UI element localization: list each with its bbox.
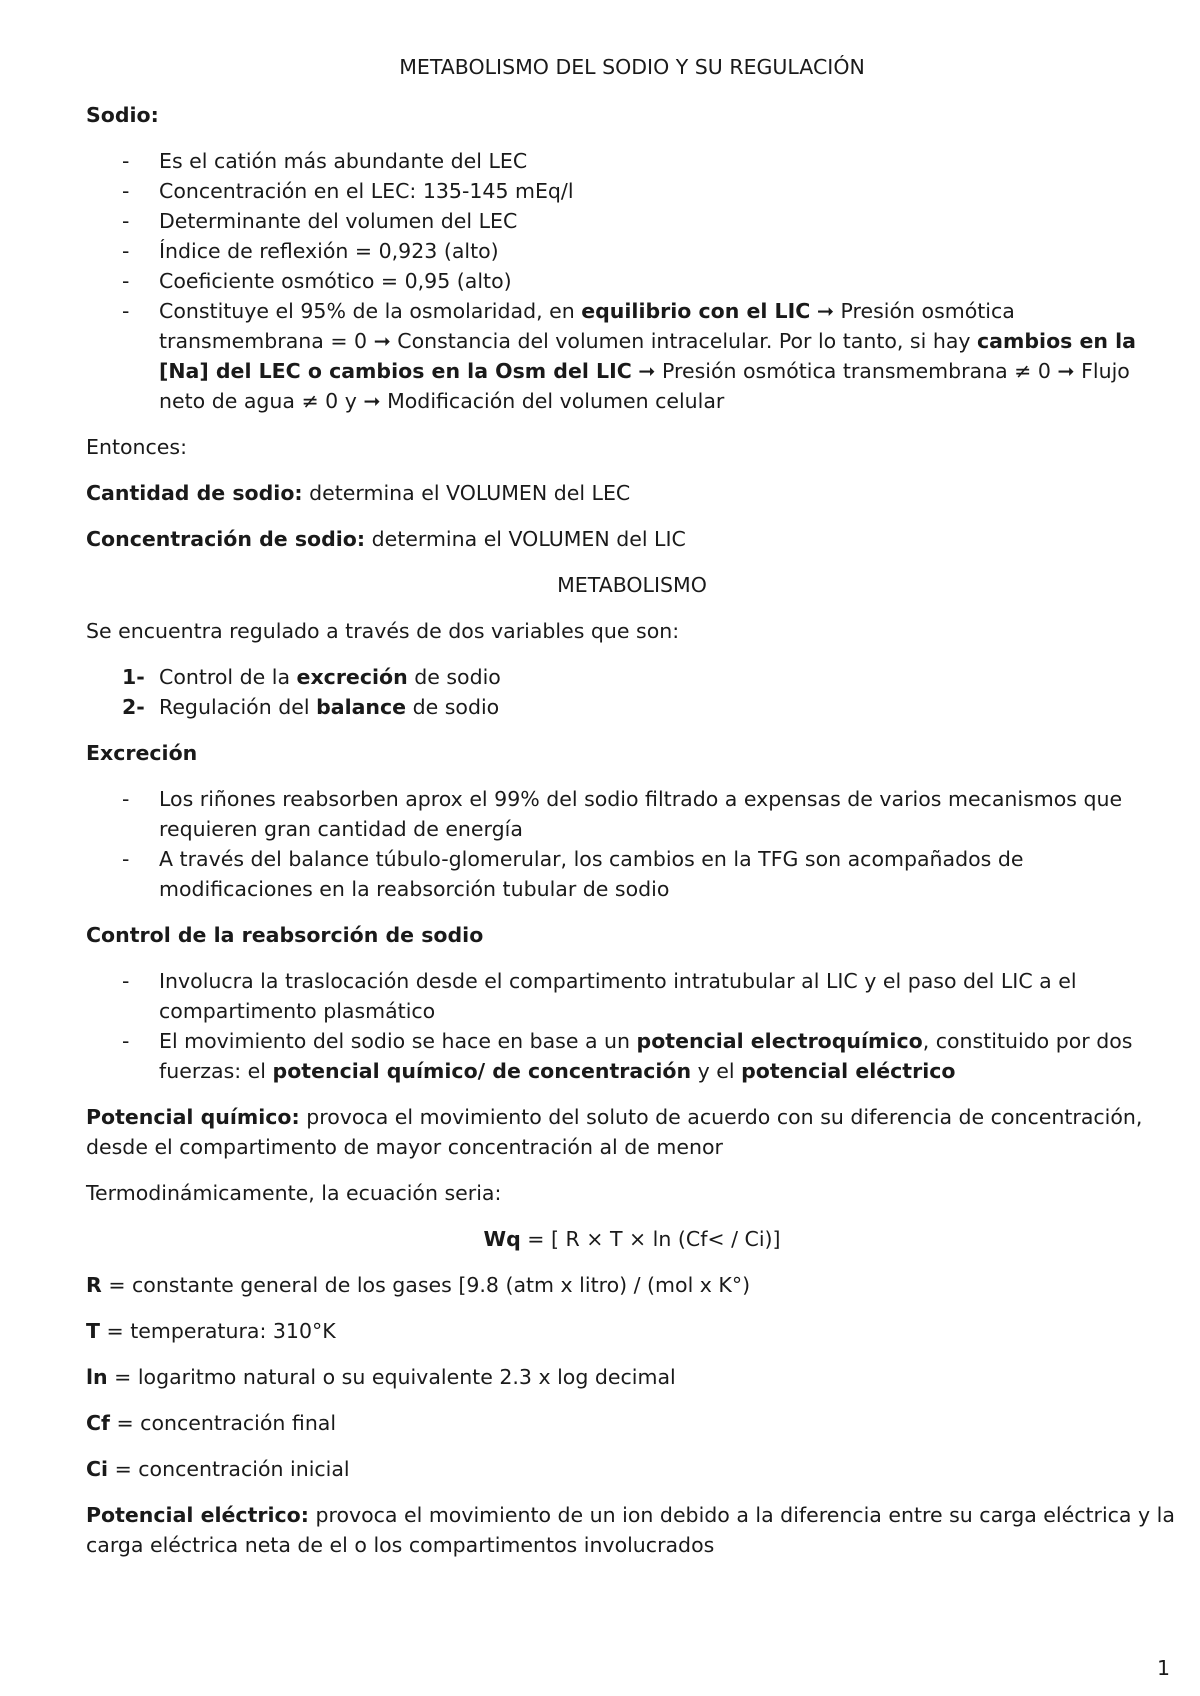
cantidad-line: Cantidad de sodio: determina el VOLUMEN del LEC bbox=[86, 481, 631, 505]
definition-line: Cf = concentración final bbox=[86, 1411, 337, 1435]
equation: Wq = [ R × T × ln (Cf< / Ci)] bbox=[483, 1227, 781, 1251]
bullet-dash: - bbox=[122, 787, 130, 811]
entonces-text: Entonces: bbox=[86, 435, 187, 459]
excrecion-list bbox=[86, 784, 1178, 904]
list-item: - Involucra la traslocación desde el compartimento intratubular al LIC y el paso del LIC a el compartimento plasmático bbox=[86, 966, 1178, 1026]
bullet-dash: - bbox=[122, 239, 130, 263]
bullet-dash: - bbox=[122, 847, 130, 871]
bullet-dash: - bbox=[122, 299, 130, 323]
bullet-dash: - bbox=[122, 969, 130, 993]
control-heading: Control de la reabsorción de sodio bbox=[86, 923, 484, 947]
sodio-list bbox=[86, 146, 1178, 416]
control-list bbox=[86, 966, 1178, 1086]
bullet-dash: - bbox=[122, 269, 130, 293]
metabolismo-intro: Se encuentra regulado a través de dos variables que son: bbox=[86, 619, 680, 643]
definition-line: R = constante general de los gases [9.8 (atm x litro) / (mol x K°) bbox=[86, 1273, 751, 1297]
definition-line: Ci = concentración inicial bbox=[86, 1457, 350, 1481]
document-title: METABOLISMO DEL SODIO Y SU REGULACIÓN bbox=[399, 55, 865, 79]
bullet-dash: - bbox=[122, 179, 130, 203]
page-number: 1 bbox=[1156, 1656, 1170, 1680]
list-item: - Constituye el 95% de la osmolaridad, en equilibrio con el LIC ➞ Presión osmótica transmembrana = 0 ➞ Constancia del volumen intracelular. Por lo tanto, si hay cambios en la [Na] del LEC o cambios en la Osm del LIC ➞ Presión osmótica transmembrana ≠ 0 ➞ Flujo neto de agua ≠ 0 y ➞ Modificación del volumen celular bbox=[86, 296, 1178, 416]
excrecion-heading: Excreción bbox=[86, 741, 198, 765]
bullet-dash: - bbox=[122, 149, 130, 173]
bullet-dash: - bbox=[122, 209, 130, 233]
list-item: - Concentración en el LEC: 135-145 mEq/l bbox=[86, 176, 1178, 206]
potencial-quimico-paragraph: Potencial químico: provoca el movimiento del soluto de acuerdo con su diferencia de concentración, desde el compartimento de mayor concentración al de menor bbox=[86, 1105, 1143, 1159]
definition-line: ln = logaritmo natural o su equivalente 2.3 x log decimal bbox=[86, 1365, 676, 1389]
metabolismo-heading: METABOLISMO bbox=[557, 573, 707, 597]
document-page bbox=[86, 52, 1178, 1576]
metabolismo-list bbox=[86, 662, 1178, 722]
potencial-electrico-paragraph: Potencial eléctrico: provoca el movimiento de un ion debido a la diferencia entre su carga eléctrica y la carga eléctrica neta de el o los compartimentos involucrados bbox=[86, 1503, 1175, 1557]
list-item: - Índice de reflexión = 0,923 (alto) bbox=[86, 236, 1178, 266]
list-item: - El movimiento del sodio se hace en base a un potencial electroquímico, constituido por dos fuerzas: el potencial químico/ de concentración y el potencial eléctrico bbox=[86, 1026, 1178, 1086]
list-item: - Es el catión más abundante del LEC bbox=[86, 146, 1178, 176]
concentracion-line: Concentración de sodio: determina el VOLUMEN del LIC bbox=[86, 527, 686, 551]
list-item: - Coeficiente osmótico = 0,95 (alto) bbox=[86, 266, 1178, 296]
list-item: - Determinante del volumen del LEC bbox=[86, 206, 1178, 236]
list-item: - Los riñones reabsorben aprox el 99% del sodio filtrado a expensas de varios mecanismos que requieren gran cantidad de energía bbox=[86, 784, 1178, 844]
list-item: - A través del balance túbulo-glomerular, los cambios en la TFG son acompañados de modificaciones en la reabsorción tubular de sodio bbox=[86, 844, 1178, 904]
list-item: 1- Control de la excreción de sodio bbox=[122, 665, 501, 689]
bullet-dash: - bbox=[122, 1029, 130, 1053]
sodio-heading: Sodio: bbox=[86, 103, 159, 127]
list-item: 2- Regulación del balance de sodio bbox=[122, 695, 500, 719]
termo-text: Termodinámicamente, la ecuación seria: bbox=[86, 1181, 502, 1205]
definition-line: T = temperatura: 310°K bbox=[86, 1319, 336, 1343]
